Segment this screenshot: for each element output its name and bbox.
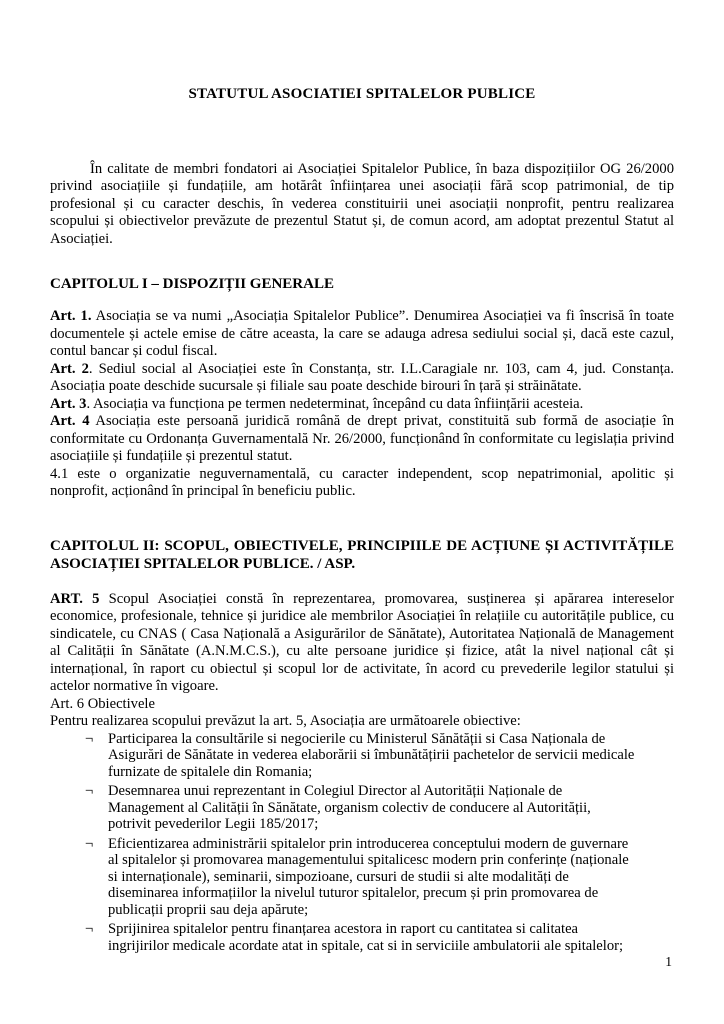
chapter1-heading: CAPITOLUL I – DISPOZIȚII GENERALE [50, 276, 334, 292]
intro-paragraph: În calitate de membri fondatori ai Asociației Spitalelor Publice, în baza dispozițiilor OG 26/2000 privind asociațiile și fundațiile, am hotărât înființarea unei asociații fără scop patrimonial, de tip profesional și cu caracter deschis, în vederea constituirii unei asociații nonprofit, pentru realizarea scopului și obiectivelor prevăzute de prezentul Statut și, de comun acord, am adoptat prezentul Statut al Asociației. [50, 160, 674, 247]
article-5-text: Scopul Asociației constă în reprezentarea, promovarea, susținerea și apărarea intereselor economice, profesionale, tehnice și juridice ale membrilor Asociației în relațiile cu autoritățile publice, cu sindicatele, cu CNAS ( Casa Națională a Asigurărilor de Sănătate), Autoritatea Națională de Management al Calității în Sănătate (A.N.M.C.S.), cu alte persoane juridice și fizice, atât la nivel național cât și internațional, în raport cu obiectul și scopul lor de activitate, în acord cu prevederile legilor statului și actelor normative în vigoare. [50, 590, 674, 694]
objective-item [50, 921, 674, 954]
bullet-icon: ¬ [85, 835, 94, 852]
article-1 [50, 308, 674, 361]
article-2 [50, 361, 674, 396]
article-6-intro: Pentru realizarea scopului prevăzut la art. 5, Asociația are următoarele obiective: [50, 713, 521, 729]
article-3-label: Art. 3 [50, 395, 87, 412]
article-4-text: Asociația este persoană juridică română de drept privat, constituită sub formă de asociație în conformitate cu Ordonanța Guvernamentală Nr. 26/2000, funcționând în conformitate cu legislația privind asociațiile și fundațiile și prezentul statut. [50, 413, 674, 464]
chapter1-articles [50, 308, 674, 501]
document-title: STATUTUL ASOCIATIEI SPITALELOR PUBLICE [188, 86, 536, 102]
article-5 [50, 591, 674, 696]
objective-text: Eficientizarea administrării spitalelor prin introducerea conceptului modern de guvernare al spitalelor și promovarea managementului spitalicesc modern prin conferințe (naționale si internaționale), seminarii, simpozioane, cursuri de studii si alte modalități de diseminarea informațiilor la nivelul tuturor spitalelor, precum și prin promovarea de publicații proprii sau deja apărute; [108, 835, 629, 918]
objective-item [50, 836, 674, 919]
bullet-icon: ¬ [85, 783, 94, 799]
chapter2-heading: CAPITOLUL II: SCOPUL, OBIECTIVELE, PRINCIPIILE DE ACȚIUNE ȘI ACTIVITĂȚILE ASOCIAȚIEI SPITALELOR PUBLICE. / ASP. [50, 537, 674, 572]
objective-text: Sprijinirea spitalelor pentru finanțarea acestora in raport cu cantitatea si calitatea ingrijirilor medicale acordate atat in spitale, cat si in serviciile ambulatorii ale spitalelor; [108, 921, 624, 954]
document-content [0, 86, 724, 954]
article-4-1-text: 4.1 este o organizatie neguvernamentală, cu caracter independent, scop nepatrimonial, apolitic și nonprofit, acționând în principal în beneficiu public. [50, 465, 674, 499]
bullet-icon: ¬ [85, 921, 94, 937]
objective-text: Desemnarea unui reprezentant in Colegiul Director al Autorității Naționale de Management al Calității în Sănătate, organism colectiv de conducere al Autorității, potrivit pevederilor Legii 185/2017; [108, 783, 591, 832]
article-2-text: . Sediul social al Asociației este în Constanța, str. I.L.Caragiale nr. 103, cam 4, jud. Constanța. Asociația poate deschide sucursale și filiale sau poate deschide birouri în țară și străinătate. [50, 360, 674, 394]
article-3 [50, 396, 674, 414]
page-number: 1 [665, 954, 672, 969]
article-1-label: Art. 1. [50, 308, 92, 324]
article-4-label: Art. 4 [50, 413, 90, 429]
objective-item [50, 731, 674, 781]
article-1-text: Asociația se va numi „Asociația Spitalelor Publice”. Denumirea Asociației va fi înscrisă în toate documentele și actele emise de către aceasta, la care se adauga adresa sediului social și, dacă este cazul, contul bancar și codul fiscal. [50, 308, 674, 359]
article-2-label: Art. 2 [50, 360, 89, 377]
objective-text: Participarea la consultările si negocierile cu Ministerul Sănătății si Casa Naționala de Asigurări de Sănătate in vederea elaborării si îmbunătățirii pachetelor de servicii medicale furnizate de spitalele din Romania; [108, 730, 635, 780]
objective-item [50, 783, 674, 833]
article-3-text: . Asociația va funcționa pe termen nedeterminat, începând cu data înființării acesteia. [86, 395, 584, 412]
bullet-icon: ¬ [85, 730, 94, 747]
article-6-label: Art. 6 Obiectivele [50, 695, 155, 712]
article-5-label: ART. 5 [50, 590, 100, 607]
article-4 [50, 413, 674, 466]
objectives-list [50, 731, 674, 955]
article-4-1 [50, 466, 674, 501]
